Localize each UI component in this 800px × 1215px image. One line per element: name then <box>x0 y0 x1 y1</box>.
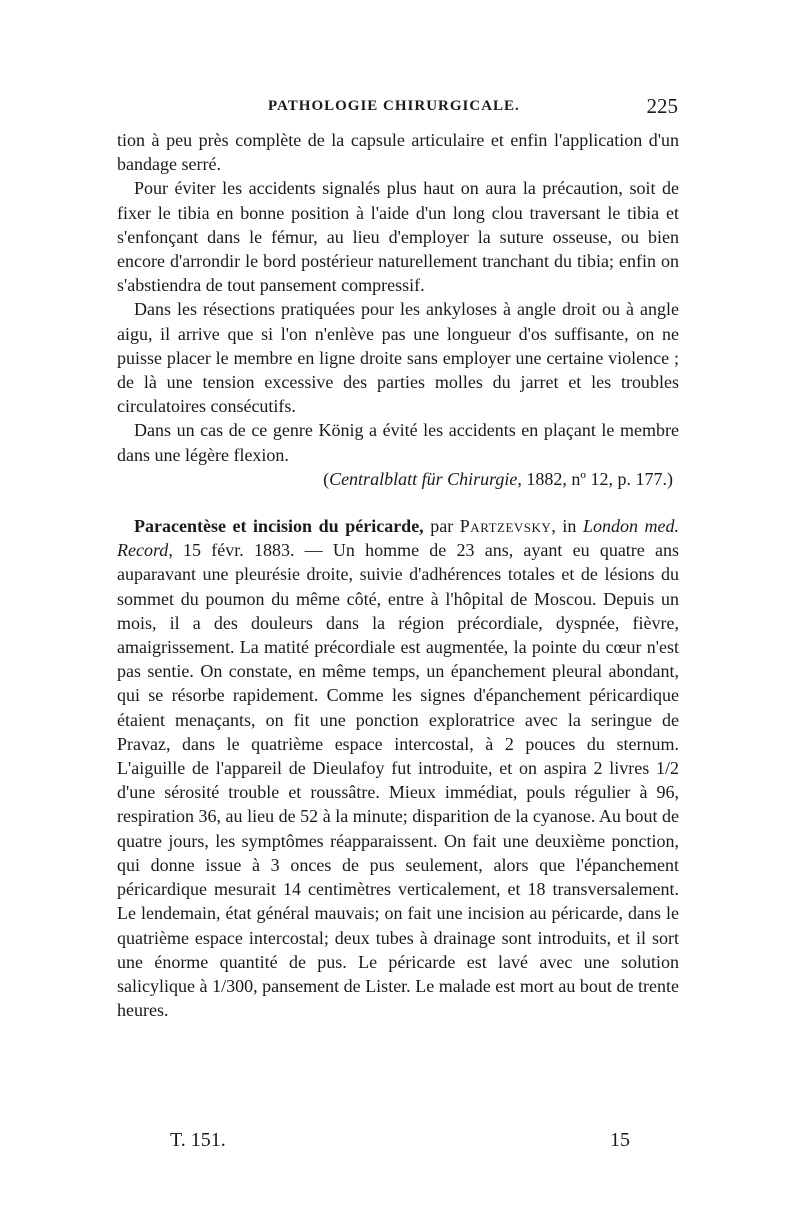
article-author: Partzevsky <box>459 516 552 537</box>
volume-mark: T. 151. <box>170 1129 226 1151</box>
section-gap <box>117 491 679 514</box>
article-paracentese <box>117 514 679 1022</box>
paragraph-resections: Dans les résections pratiquées pour les ankyloses à angle droit ou à angle aigu, il arrive que si l'on n'enlève pas une longueur d'os suffisante, on ne puisse placer le membre en ligne droite sans employer une certaine violence ; de là une tension excessive des parties molles du jarret et les troubles circulatoires consécutifs. <box>117 299 679 417</box>
body-text <box>117 128 679 1022</box>
article-source: London med. Record <box>117 516 679 561</box>
article-by: par <box>423 516 460 537</box>
paragraph-konig: Dans un cas de ce genre König a évité les accidents en plaçant le membre dans une légère flexion. <box>117 420 679 465</box>
page-header <box>118 94 678 124</box>
citation-details: , 1882, nº 12, p. 177.) <box>517 468 673 489</box>
citation-open: ( <box>323 468 330 489</box>
signature-mark: 15 <box>610 1129 630 1151</box>
paragraph-precautions: Pour éviter les accidents signalés plus haut on aura la précaution, soit de fixer le tibia en bonne position à l'aide d'un long clou traversant le tibia et s'enfonçant dans le fémur, au lieu d'employer la suture osseuse, ou bien encore d'arrondir le bord postérieur naturellement tranchant du tibia; enfin on s'abstiendra de tout pansement compressif. <box>117 178 679 296</box>
article-in: , in <box>551 516 583 537</box>
page-footer <box>170 1129 630 1159</box>
running-title: PATHOLOGIE CHIRURGICALE. <box>268 98 520 114</box>
article-title: Paracentèse et incision du péricarde, <box>134 516 424 537</box>
citation-journal: Centralblatt für Chirurgie <box>329 468 518 489</box>
article-text: Un homme de 23 ans, ayant eu quatre ans auparavant une pleurésie droite, suivie d'adhérences totales et de lésions du sommet du poumon du même côté, entre à l'hôpital de Moscou. Depuis un mois, il a des douleurs dans la région précordiale, dyspnée, fièvre, amaigrissement. La matité précordiale est augmentée, la pointe du cœur n'est pas sentie. On constate, en même temps, un épanchement pleural abondant, qui se résorbe rapidement. Comme les signes d'épanchement péricardique étaient menaçants, on fit une ponction exploratrice avec la seringue de Pravaz, dans le quatrième espace intercostal, à 2 pouces du sternum. L'aiguille de l'appareil de Dieulafoy fut introduite, et on aspira 2 livres 1/2 d'une sérosité trouble et roussâtre. Mieux immédiat, pouls régulier à 96, respiration 36, au lieu de 52 à la minute; disparition de la cyanose. Au bout de quatre jours, les symptômes réapparaissent. On fait une deuxième ponction, qui donne issue à 3 onces de pus seulement, alors que l'épanchement péricardique mesurait 14 centimètres verticalement, et 18 transversalement. Le lendemain, état général mauvais; on fait une incision au péricarde, dans le quatrième espace intercostal; deux tubes à drainage sont introduits, et il sort une énorme quantité de pus. Le péricarde est lavé avec une solution salicylique à 1/300, pansement de Lister. Le malade est mort au bout de trente heures. <box>117 540 679 1021</box>
paragraph-continuation: tion à peu près complète de la capsule articulaire et enfin l'application d'un bandage serré. <box>117 130 679 175</box>
article-date: , 15 févr. 1883. — <box>168 540 333 561</box>
page-number: 225 <box>646 94 678 118</box>
citation <box>117 467 679 491</box>
